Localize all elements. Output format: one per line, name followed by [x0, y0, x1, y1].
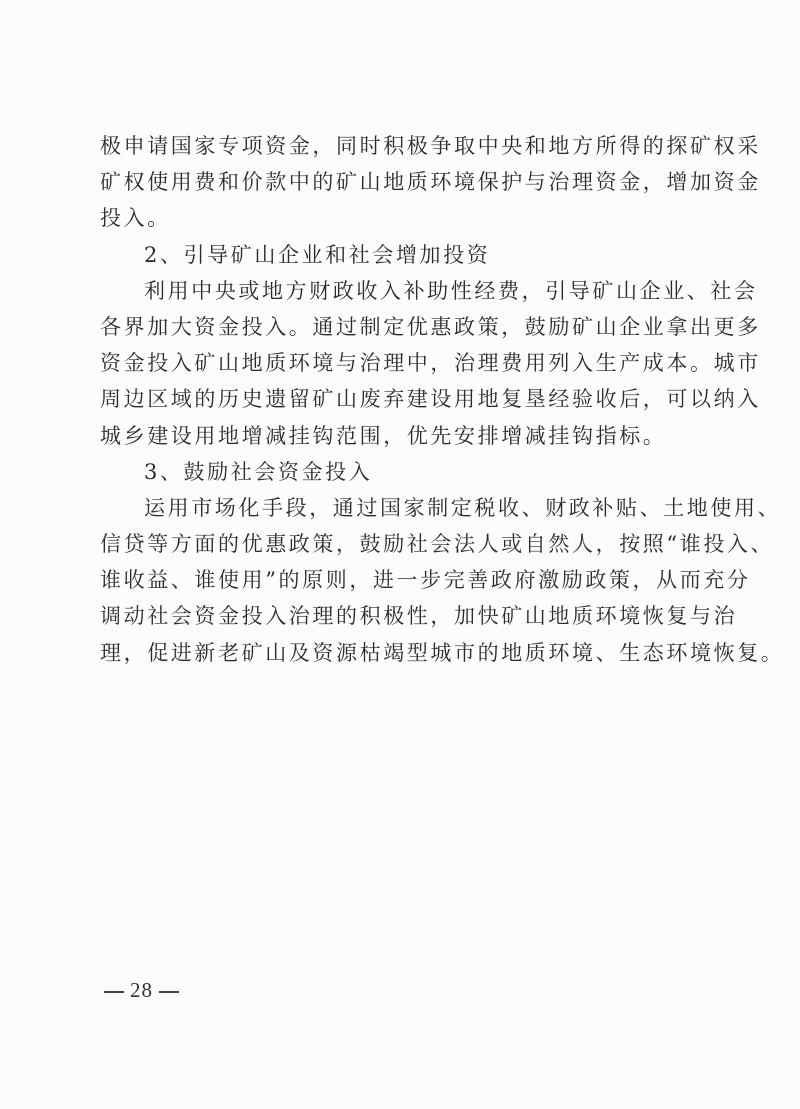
- section-heading-3: [100, 454, 704, 490]
- text-line: 运用市场化手段，通过国家制定税收、财政补贴、土地使用、: [144, 495, 782, 520]
- text-line: 矿权使用费和价款中的矿山地质环境保护与治理资金，增加资金: [100, 170, 761, 195]
- text-line: 资金投入矿山地质环境与治理中，治理费用列入生产成本。城市: [100, 351, 761, 376]
- text-line: 信贷等方面的优惠政策，鼓励社会法人或自然人，按照“谁投入、: [100, 532, 775, 557]
- text-line: 极申请国家专项资金，同时积极争取中央和地方所得的探矿权采: [100, 134, 761, 158]
- section-heading-2: [100, 237, 704, 273]
- page-number: [98, 978, 185, 1003]
- text-line: 理，促进新老矿山及资源枯竭型城市的地质环境、生态环境恢复。: [100, 640, 785, 665]
- dash-left: [104, 991, 124, 993]
- paragraph-continuation: [100, 128, 761, 237]
- paragraph-social-capital: [100, 490, 785, 671]
- text-line: 城乡建设用地增减挂钩范围，优先安排增减挂钩指标。: [100, 423, 667, 448]
- text-line: 投入。: [100, 206, 171, 231]
- page-number-text: 28: [130, 978, 153, 1002]
- dash-right: [159, 991, 179, 993]
- heading-text: 3、鼓励社会资金投入: [144, 459, 373, 484]
- text-line: 周边区域的历史遗留矿山废弃建设用地复垦经验收后，可以纳入: [100, 387, 761, 412]
- text-line: 调动社会资金投入治理的积极性，加快矿山地质环境恢复与治: [100, 604, 738, 629]
- text-line: 各界加大资金投入。通过制定优惠政策，鼓励矿山企业拿出更多: [100, 314, 761, 339]
- text-line: 利用中央或地方财政收入补助性经费，引导矿山企业、社会: [144, 278, 758, 303]
- paragraph-guide-investment: [100, 273, 761, 454]
- document-body: [100, 128, 785, 671]
- text-line: 谁收益、谁使用”的原则，进一步完善政府激励政策，从而充分: [100, 568, 751, 593]
- heading-text: 2、引导矿山企业和社会增加投资: [144, 242, 491, 267]
